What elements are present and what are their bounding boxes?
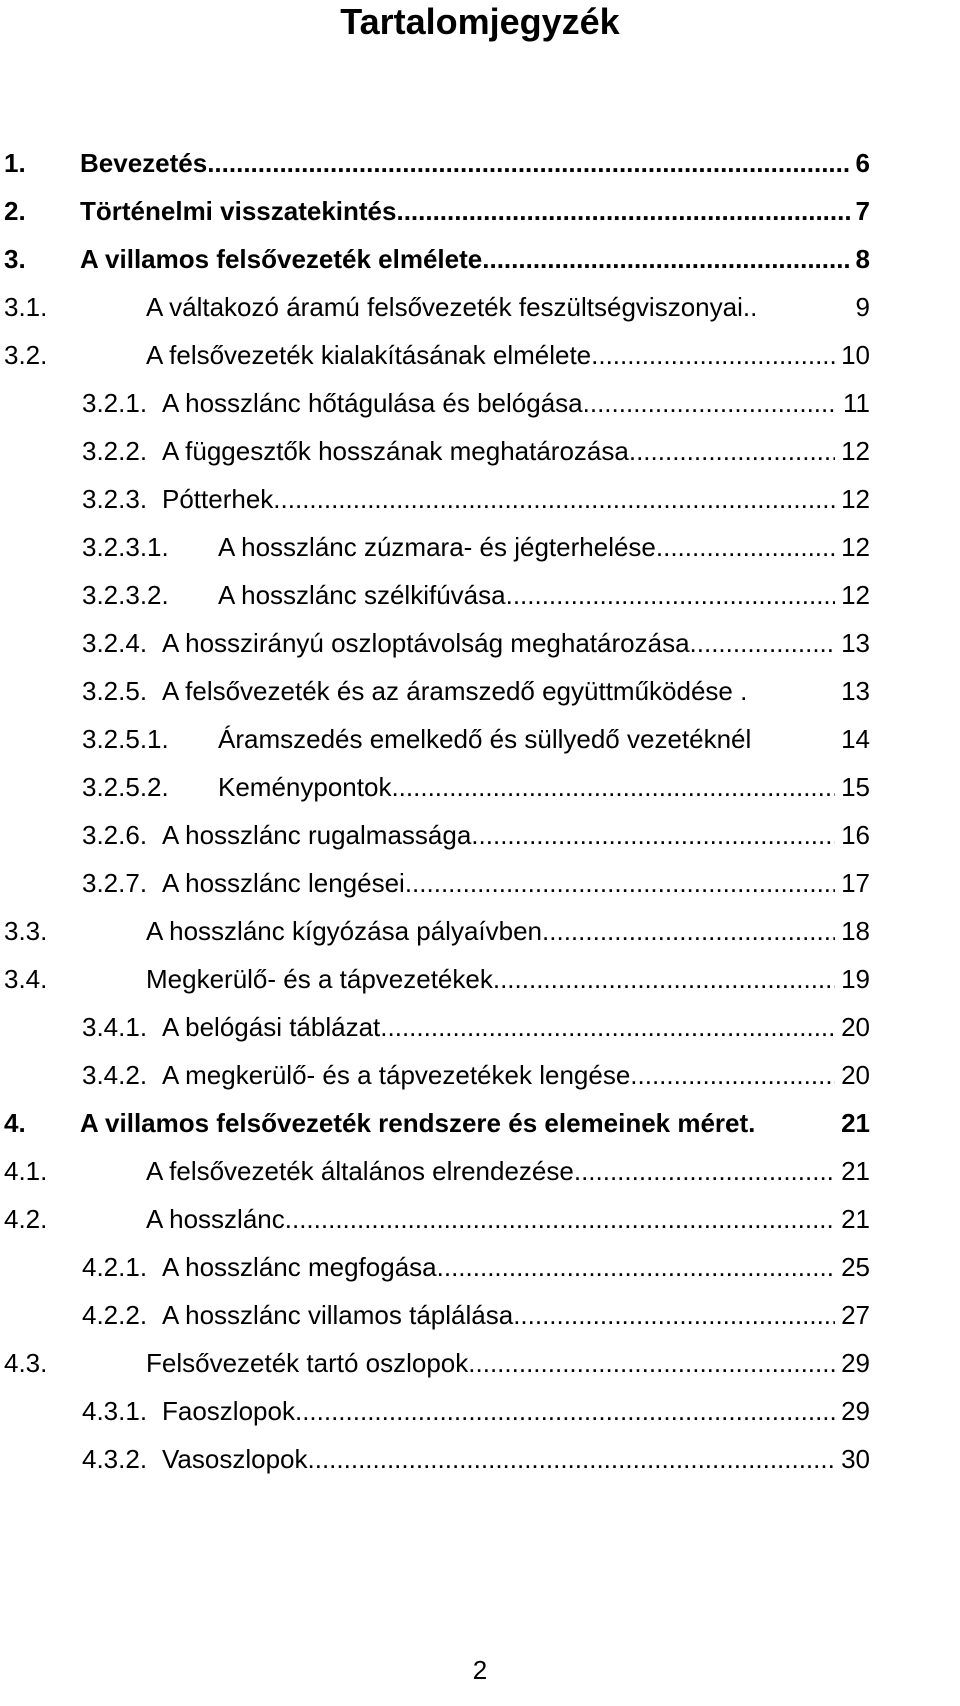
toc-entry-title: A hosszlánc lengései: [162, 868, 405, 898]
toc-entry-page: 13: [841, 676, 870, 706]
toc-entry-page: 7: [855, 196, 870, 226]
toc-dot-leader: [396, 191, 849, 231]
toc-entry[interactable]: [4, 1199, 870, 1239]
toc-entry[interactable]: [82, 719, 870, 759]
toc-entry[interactable]: [4, 287, 870, 327]
toc-entry[interactable]: [4, 143, 870, 183]
toc-entry-title: A felsővezeték és az áramszedő együttműködése .: [162, 676, 748, 706]
toc-entry-number: 3.: [4, 244, 26, 274]
toc-entry-page: 25: [841, 1252, 870, 1282]
toc-entry-page: 21: [841, 1156, 870, 1186]
toc-dot-leader: [513, 1295, 835, 1335]
toc-entry-number: 3.2.5.2.: [82, 772, 169, 802]
toc-entry[interactable]: [82, 623, 870, 663]
toc-entry-number: 4.3.: [4, 1348, 48, 1378]
toc-entry-title: Bevezetés: [80, 148, 208, 178]
toc-entry-page: 10: [841, 340, 870, 370]
toc-entry[interactable]: [82, 383, 870, 423]
toc-entry-title: A hosszlánc hőtágulása és belógása: [162, 388, 583, 418]
toc-entry-number: 3.4.2.: [82, 1060, 148, 1090]
toc-entry[interactable]: [82, 431, 870, 471]
toc-entry-title: Áramszedés emelkedő és süllyedő vezetéknél: [218, 724, 752, 754]
toc-entry-title: A felsővezeték általános elrendezése: [146, 1156, 574, 1186]
toc-entry-number: 3.2.3.2.: [82, 580, 169, 610]
toc-entry-title: A megkerülő- és a tápvezetékek lengése: [162, 1060, 631, 1090]
toc-entry-page: 12: [841, 580, 870, 610]
toc-entry-page: 30: [841, 1444, 870, 1474]
toc-entry-page: 19: [841, 964, 870, 994]
toc-dot-leader: [574, 1151, 835, 1191]
toc-entry-page: 21: [841, 1204, 870, 1234]
toc-entry[interactable]: [4, 959, 870, 999]
toc-entry-number: 3.2.3.1.: [82, 532, 169, 562]
toc-entry-page: 17: [841, 868, 870, 898]
toc-entry[interactable]: [82, 863, 870, 903]
toc-entry-title: A hosszlánc rugalmassága: [162, 820, 472, 850]
toc-entry-title: Pótterhek: [162, 484, 274, 514]
toc-dot-leader: [542, 911, 835, 951]
toc-entry-number: 3.2.5.: [82, 676, 148, 706]
toc-entry[interactable]: [82, 671, 870, 711]
toc-dot-leader: [690, 623, 836, 663]
toc-entry-number: 3.2.7.: [82, 868, 148, 898]
toc-entry-number: 3.3.: [4, 916, 48, 946]
toc-entry-number: 3.2.2.: [82, 436, 148, 466]
toc-dot-leader: [493, 959, 835, 999]
toc-entry-page: 6: [855, 148, 870, 178]
toc-dot-leader: [308, 1439, 836, 1479]
toc-dot-leader: [656, 527, 835, 567]
toc-entry-title: Faoszlopok: [162, 1396, 295, 1426]
toc-entry-title: A felsővezeték kialakításának elmélete: [146, 340, 592, 370]
toc-entry[interactable]: [82, 1055, 870, 1095]
toc-dot-leader: [591, 335, 835, 375]
toc-entry-page: 12: [841, 436, 870, 466]
toc-entry-number: 4.2.1.: [82, 1252, 148, 1282]
toc-entry-page: 16: [841, 820, 870, 850]
toc-entry-number: 1.: [4, 148, 26, 178]
toc-dot-leader: [583, 383, 837, 423]
toc-entry-page: 29: [841, 1348, 870, 1378]
toc-entry-number: 3.2.: [4, 340, 48, 370]
toc-dot-leader: [273, 479, 835, 519]
toc-entry[interactable]: [82, 815, 870, 855]
toc-entry-number: 4.3.2.: [82, 1444, 148, 1474]
toc-entry-title: Keménypontok: [218, 772, 392, 802]
toc-entry[interactable]: [82, 1007, 870, 1047]
toc-entry[interactable]: [82, 1247, 870, 1287]
toc-entry-number: 4.: [4, 1108, 26, 1138]
toc-entry-title: A hosszlánc villamos táplálása: [162, 1300, 514, 1330]
toc-dot-leader: [391, 767, 835, 807]
toc-entry-page: 27: [841, 1300, 870, 1330]
toc-entry-number: 4.2.2.: [82, 1300, 148, 1330]
toc-dot-leader: [207, 143, 849, 183]
toc-dot-leader: [482, 239, 849, 279]
toc-entry-page: 8: [855, 244, 870, 274]
toc-entry-title: Megkerülő- és a tápvezetékek: [146, 964, 493, 994]
toc-entry-number: 4.2.: [4, 1204, 48, 1234]
toc-entry-title: A villamos felsővezeték elmélete: [80, 244, 483, 274]
toc-entry-number: 4.1.: [4, 1156, 48, 1186]
toc-entry-title: Történelmi visszatekintés: [80, 196, 397, 226]
toc-entry-title: Felsővezeték tartó oszlopok: [146, 1348, 469, 1378]
toc-entry[interactable]: [4, 191, 870, 231]
toc-entry-number: 3.4.1.: [82, 1012, 148, 1042]
toc-entry-page: 14: [841, 724, 870, 754]
toc-entry[interactable]: [82, 1391, 870, 1431]
toc-entry[interactable]: [4, 1151, 870, 1191]
toc-entry-page: 11: [843, 388, 870, 418]
toc-entry-page: 13: [841, 628, 870, 658]
toc-entry[interactable]: [82, 575, 870, 615]
toc-entry-page: 21: [841, 1108, 870, 1138]
toc-entry-title: A hosszlánc: [146, 1204, 285, 1234]
toc-entry-number: 3.2.5.1.: [82, 724, 169, 754]
toc-entry[interactable]: [82, 479, 870, 519]
toc-entry[interactable]: [82, 527, 870, 567]
toc-entry-title: A hosszlánc kígyózása pályaívben: [146, 916, 543, 946]
toc-entry-page: 18: [841, 916, 870, 946]
toc-entry-page: 20: [841, 1012, 870, 1042]
toc-entry[interactable]: [82, 767, 870, 807]
toc-entry[interactable]: [82, 1295, 870, 1335]
toc-entry-title: Vasoszlopok: [162, 1444, 308, 1474]
toc-entry-number: 3.1.: [4, 292, 48, 322]
page-title: Tartalomjegyzék: [340, 1, 620, 42]
toc-entry-page: 20: [841, 1060, 870, 1090]
toc-entry-title: A hosszlánc szélkifúvása: [218, 580, 506, 610]
toc-dot-leader: [380, 1007, 835, 1047]
toc-entry-title: A villamos felsővezeték rendszere és elemeinek méret.: [80, 1108, 756, 1138]
toc-dot-leader: [437, 1247, 835, 1287]
toc-entry-number: 2.: [4, 196, 26, 226]
toc-dot-leader: [468, 1343, 835, 1383]
toc-entry-page: 12: [841, 532, 870, 562]
toc-entry-title: A belógási táblázat: [162, 1012, 381, 1042]
toc-entry-page: 12: [841, 484, 870, 514]
toc-entry-page: 15: [841, 772, 870, 802]
toc-entry-number: 3.2.4.: [82, 628, 148, 658]
toc-dot-leader: [471, 815, 835, 855]
toc-entry[interactable]: [4, 1343, 870, 1383]
toc-dot-leader: [285, 1199, 835, 1239]
toc-entry-page: 29: [841, 1396, 870, 1426]
toc-dot-leader: [506, 575, 835, 615]
toc-dot-leader: [629, 431, 835, 471]
page-number: 2: [472, 1655, 488, 1685]
toc-dot-leader: [405, 863, 835, 903]
toc-entry-title: A hosszlánc zúzmara- és jégterhelése: [218, 532, 656, 562]
toc-entry[interactable]: [4, 1103, 870, 1143]
toc-dot-leader: [630, 1055, 835, 1095]
toc-entry-number: 3.2.3.: [82, 484, 148, 514]
toc-entry-number: 3.2.1.: [82, 388, 148, 418]
toc-entry[interactable]: [4, 239, 870, 279]
toc-entry-title: A függesztők hosszának meghatározása: [162, 436, 629, 466]
toc-entry-number: 3.4.: [4, 964, 48, 994]
toc-dot-leader: [295, 1391, 835, 1431]
toc-entry-number: 3.2.6.: [82, 820, 148, 850]
toc-entry-title: A hosszirányú oszloptávolság meghatározása: [162, 628, 690, 658]
toc-entry-page: 9: [855, 292, 870, 322]
toc-entry[interactable]: [4, 335, 870, 375]
toc-entry-title: A váltakozó áramú felsővezeték feszültségviszonyai..: [146, 292, 758, 322]
toc-entry-number: 4.3.1.: [82, 1396, 148, 1426]
toc-entry[interactable]: [82, 1439, 870, 1479]
toc-entry-title: A hosszlánc megfogása: [162, 1252, 437, 1282]
toc-entry[interactable]: [4, 911, 870, 951]
